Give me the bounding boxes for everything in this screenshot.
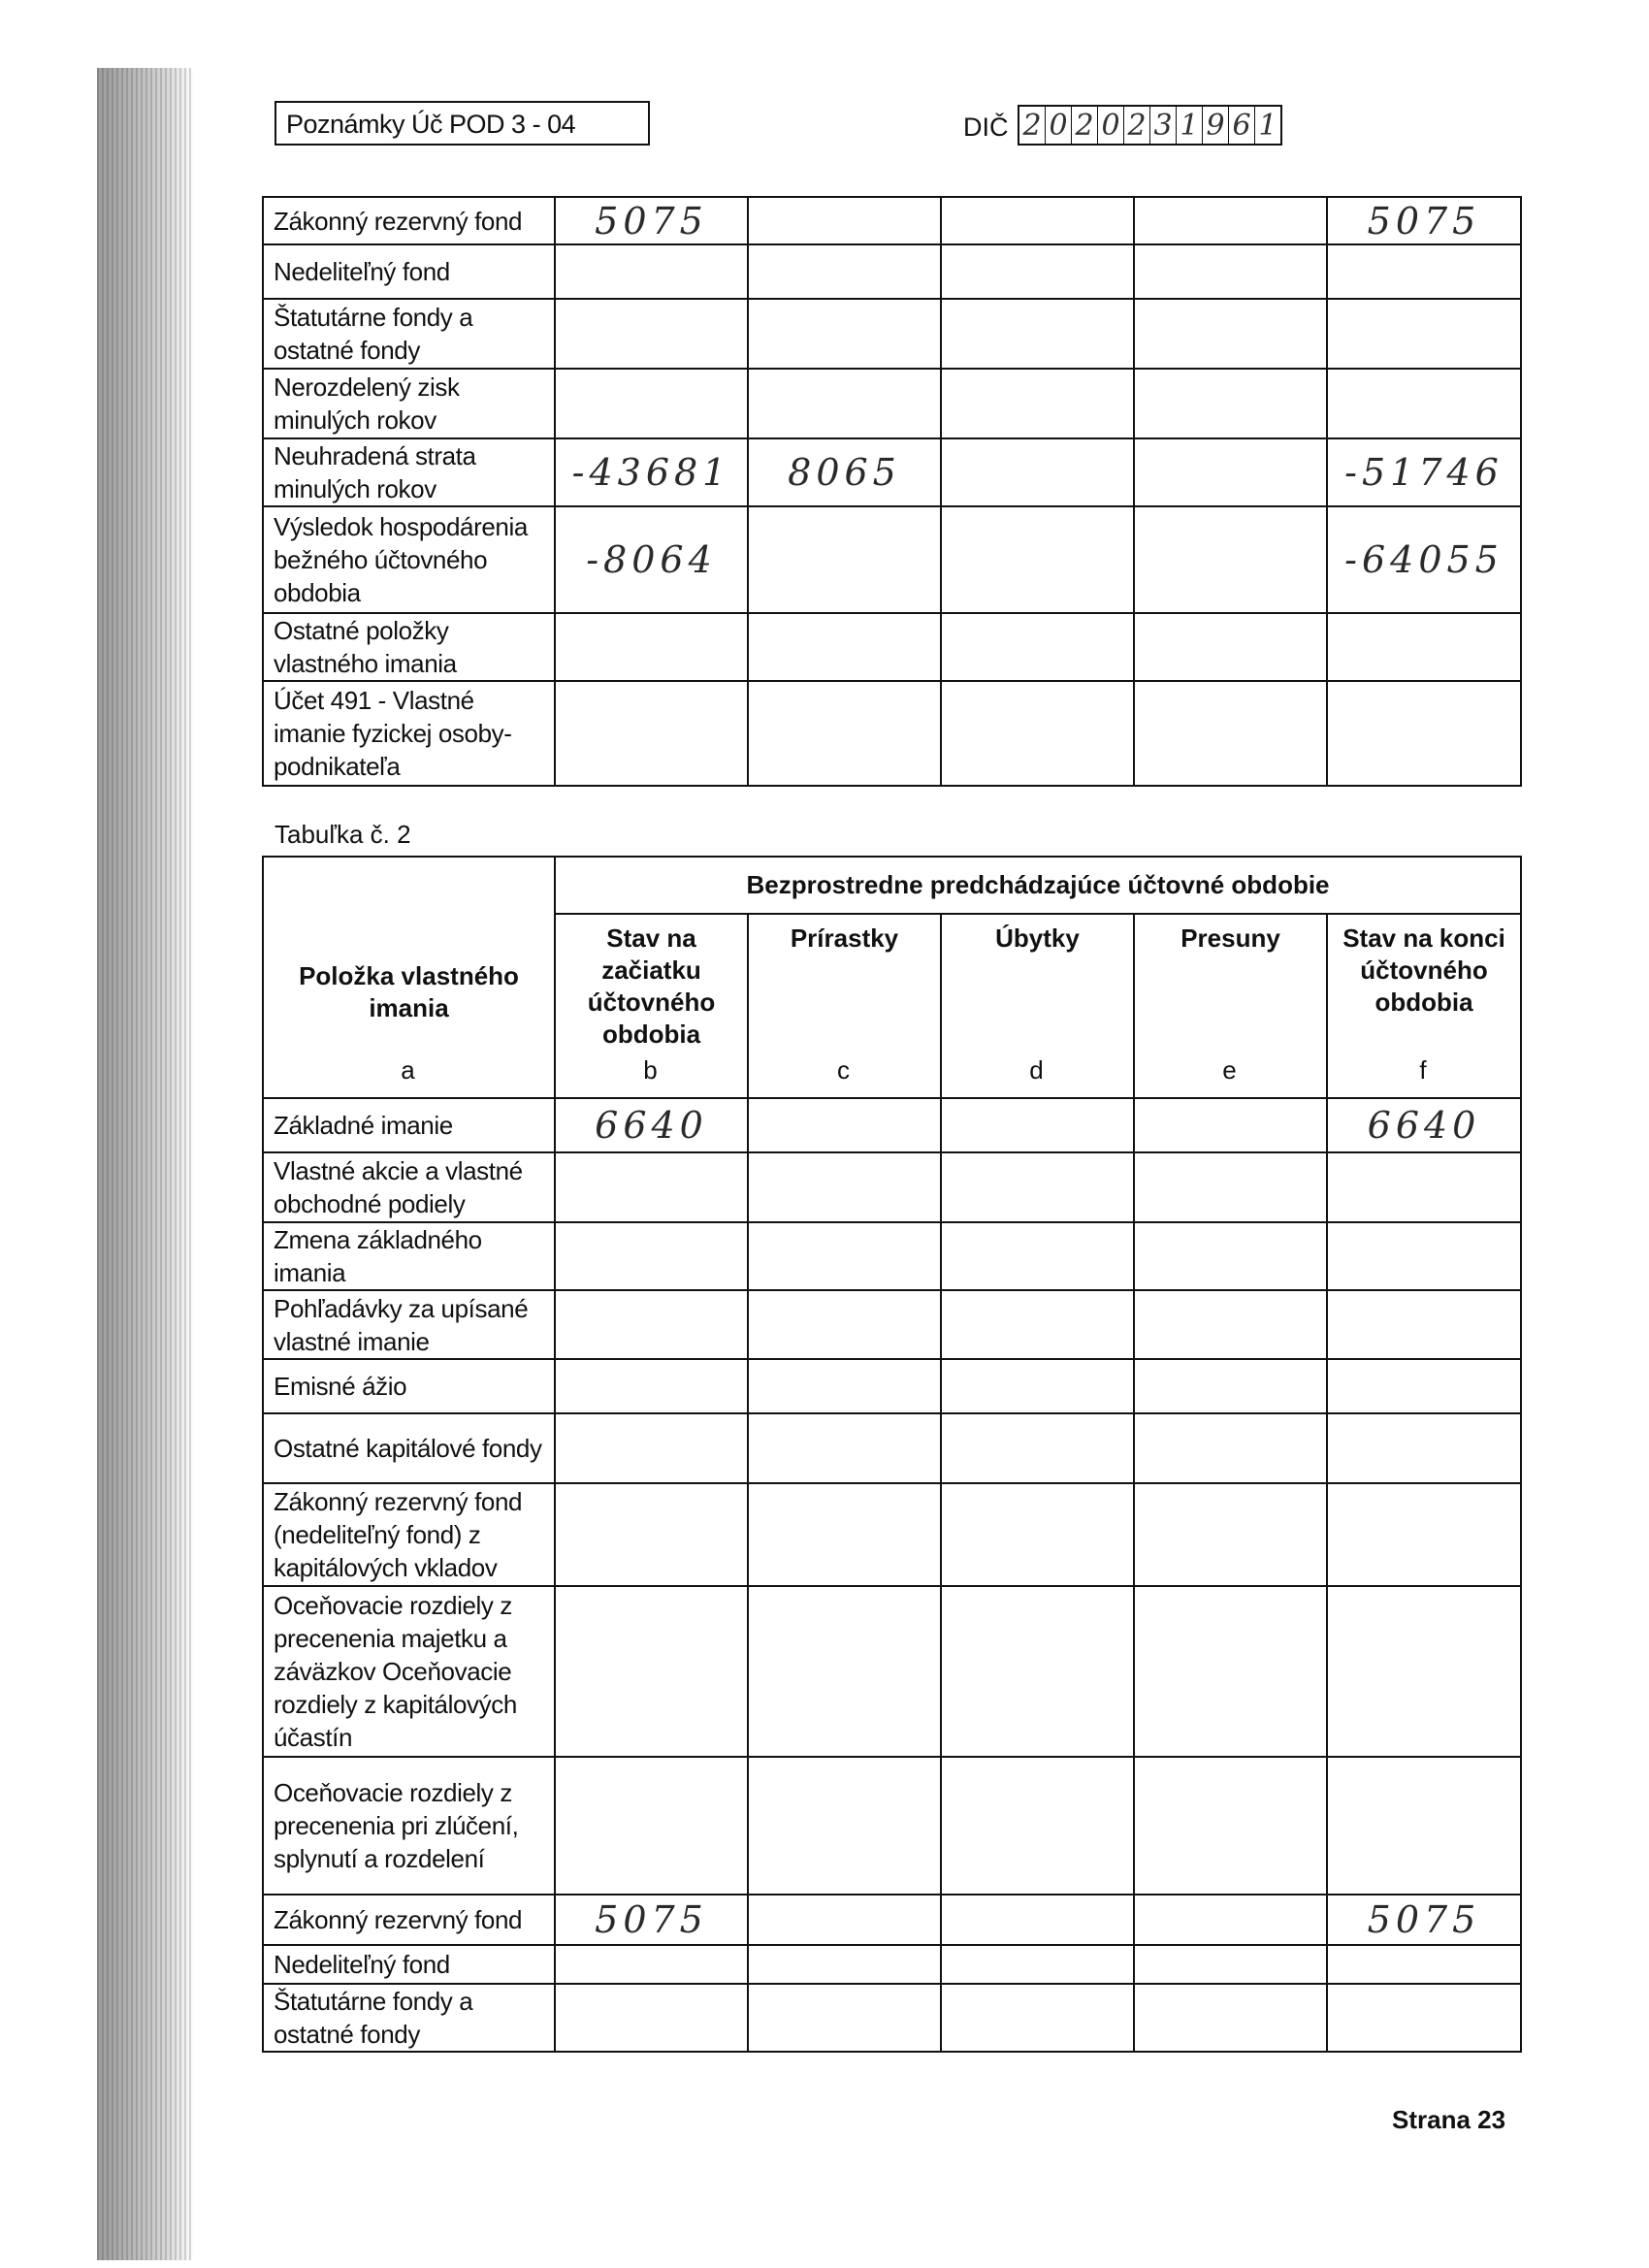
row-label: Základné imanie (263, 1098, 555, 1152)
table-row (263, 369, 1521, 438)
equity-table-2 (262, 856, 1522, 2053)
cell-d (941, 1413, 1134, 1483)
cell-e (1134, 1290, 1327, 1359)
table-row (263, 506, 1521, 613)
cell-f (1327, 1586, 1521, 1757)
cell-e (1134, 1359, 1327, 1413)
header-col-d: Úbytky (941, 914, 1134, 1098)
table-row (263, 1290, 1521, 1359)
cell-f: 5075 (1327, 1895, 1521, 1945)
row-label: Nedeliteľný fond (263, 1945, 555, 1984)
row-label: Štatutárne fondy a ostatné fondy (263, 299, 555, 369)
cell-b (555, 1483, 748, 1586)
cell-e (1134, 1984, 1327, 2052)
dic-digit: 0 (1098, 107, 1124, 144)
cell-b (555, 1984, 748, 2052)
cell-d (941, 369, 1134, 438)
cell-c (748, 1483, 941, 1586)
table-row (263, 1895, 1521, 1945)
cell-d (941, 1586, 1134, 1757)
cell-c (748, 1152, 941, 1222)
cell-c (748, 506, 941, 613)
table-row (263, 681, 1521, 786)
cell-c (748, 1945, 941, 1984)
cell-b (555, 1413, 748, 1483)
cell-e (1134, 197, 1327, 244)
cell-c (748, 1895, 941, 1945)
row-label: Nerozdelený zisk minulých rokov (263, 369, 555, 438)
table-row (263, 299, 1521, 369)
row-label: Neuhradená strata minulých rokov (263, 438, 555, 506)
dic-label: DIČ (963, 113, 1009, 142)
cell-e (1134, 1895, 1327, 1945)
cell-c (748, 1222, 941, 1290)
dic-boxes (1018, 105, 1282, 146)
cell-c (748, 1413, 941, 1483)
table-row (263, 1413, 1521, 1483)
cell-b (555, 299, 748, 369)
cell-f: -64055 (1327, 506, 1521, 613)
cell-c (748, 613, 941, 681)
table-row (263, 1359, 1521, 1413)
cell-f (1327, 1290, 1521, 1359)
header-row-period (263, 857, 1521, 914)
cell-f (1327, 1984, 1521, 2052)
cell-d (941, 1152, 1134, 1222)
row-label: Ostatné kapitálové fondy (263, 1413, 555, 1483)
cell-f (1327, 299, 1521, 369)
cell-e (1134, 1152, 1327, 1222)
cell-e (1134, 681, 1327, 786)
cell-f (1327, 1152, 1521, 1222)
cell-b: 5075 (555, 1895, 748, 1945)
cell-b: 5075 (555, 197, 748, 244)
cell-b (555, 681, 748, 786)
cell-c (748, 1098, 941, 1152)
cell-d (941, 1222, 1134, 1290)
table-row (263, 1098, 1521, 1152)
table-row (263, 1222, 1521, 1290)
cell-b (555, 244, 748, 299)
row-label: Ostatné položky vlastného imania (263, 613, 555, 681)
cell-e (1134, 1757, 1327, 1895)
cell-c (748, 369, 941, 438)
table-row (263, 197, 1521, 244)
cell-e (1134, 299, 1327, 369)
cell-d (941, 1757, 1134, 1895)
header-col-b: Stav na začiatku účtovného obdobia (555, 914, 748, 1098)
row-label: Výsledok hospodárenia bežného účtovného obdobia (263, 506, 555, 613)
row-label: Pohľadávky za upísané vlastné imanie (263, 1290, 555, 1359)
table-row (263, 1152, 1521, 1222)
cell-b (555, 613, 748, 681)
cell-f (1327, 1483, 1521, 1586)
cell-d (941, 506, 1134, 613)
row-label: Štatutárne fondy a ostatné fondy (263, 1984, 555, 2052)
header-col-f: Stav na konci účtovného obdobia (1327, 914, 1521, 1098)
cell-f (1327, 244, 1521, 299)
cell-b (555, 1290, 748, 1359)
cell-f: 5075 (1327, 197, 1521, 244)
cell-b (555, 369, 748, 438)
column-letters (262, 1055, 1520, 1085)
row-label: Zákonný rezervný fond (263, 1895, 555, 1945)
cell-b (555, 1586, 748, 1757)
cell-b (555, 1152, 748, 1222)
cell-c (748, 299, 941, 369)
cell-d (941, 1290, 1134, 1359)
cell-b: -43681 (555, 438, 748, 506)
row-label: Účet 491 - Vlastné imanie fyzickej osoby-podnikateľa (263, 681, 555, 786)
cell-f (1327, 613, 1521, 681)
cell-f: 6640 (1327, 1098, 1521, 1152)
cell-e (1134, 613, 1327, 681)
header-col-c: Prírastky (748, 914, 941, 1098)
cell-e (1134, 1222, 1327, 1290)
cell-c (748, 1586, 941, 1757)
equity-table-continued (262, 196, 1522, 787)
cell-b (555, 1359, 748, 1413)
cell-e (1134, 369, 1327, 438)
dic-digit: 2 (1072, 107, 1098, 144)
cell-d (941, 1359, 1134, 1413)
table-row (263, 438, 1521, 506)
cell-f (1327, 1222, 1521, 1290)
cell-d (941, 197, 1134, 244)
table-row (263, 1483, 1521, 1586)
cell-b (555, 1945, 748, 1984)
cell-e (1134, 1098, 1327, 1152)
cell-c (748, 681, 941, 786)
cell-d (941, 299, 1134, 369)
column-letter-e: e (1222, 1055, 1237, 1085)
column-letter-a: a (401, 1055, 415, 1085)
cell-c (748, 1757, 941, 1895)
page-number: Strana 23 (1392, 2105, 1506, 2134)
dic-digit: 1 (1177, 107, 1203, 144)
cell-d (941, 1984, 1134, 2052)
dic-digit: 0 (1046, 107, 1072, 144)
table-row (263, 1586, 1521, 1757)
table-row (263, 1757, 1521, 1895)
column-letter-f: f (1419, 1055, 1427, 1085)
cell-e (1134, 506, 1327, 613)
cell-b (555, 1222, 748, 1290)
cell-f (1327, 369, 1521, 438)
row-label: Zmena základného imania (263, 1222, 555, 1290)
cell-c (748, 197, 941, 244)
cell-b: -8064 (555, 506, 748, 613)
cell-c (748, 244, 941, 299)
dic-digit: 6 (1229, 107, 1255, 144)
dic-digit: 2 (1124, 107, 1150, 144)
row-label: Zákonný rezervný fond (263, 197, 555, 244)
cell-f: -51746 (1327, 438, 1521, 506)
row-label: Emisné ážio (263, 1359, 555, 1413)
cell-f (1327, 681, 1521, 786)
cell-c (748, 1290, 941, 1359)
column-letter-c: c (837, 1055, 850, 1085)
table-row (263, 1984, 1521, 2052)
cell-f (1327, 1413, 1521, 1483)
row-label: Oceňovacie rozdiely z precenenia pri zlúčení, splynutí a rozdelení (263, 1757, 555, 1895)
header-item-title: Položka vlastného imania (299, 960, 519, 1022)
cell-d (941, 1895, 1134, 1945)
table-row (263, 613, 1521, 681)
cell-d (941, 681, 1134, 786)
row-label: Vlastné akcie a vlastné obchodné podiely (263, 1152, 555, 1222)
header-col-e: Presuny (1134, 914, 1327, 1098)
cell-c (748, 1359, 941, 1413)
cell-c (748, 1984, 941, 2052)
cell-b: 6640 (555, 1098, 748, 1152)
cell-d (941, 1945, 1134, 1984)
cell-b (555, 1757, 748, 1895)
dic-digit: 3 (1150, 107, 1177, 144)
cell-e (1134, 1413, 1327, 1483)
cell-e (1134, 438, 1327, 506)
cell-c: 8065 (748, 438, 941, 506)
cell-d (941, 1483, 1134, 1586)
row-label: Oceňovacie rozdiely z precenenia majetku a záväzkov Oceňovacie rozdiely z kapitálových účastín (263, 1586, 555, 1757)
scan-shadow-edge (97, 68, 194, 2260)
cell-d (941, 244, 1134, 299)
table2-caption: Tabuľka č. 2 (275, 820, 411, 849)
header-period: Bezprostredne predchádzajúce účtovné obdobie (555, 857, 1521, 914)
cell-d (941, 438, 1134, 506)
cell-d (941, 1098, 1134, 1152)
table-row (263, 244, 1521, 299)
dic-digit: 9 (1203, 107, 1229, 144)
row-label: Zákonný rezervný fond (nedeliteľný fond) z kapitálových vkladov (263, 1483, 555, 1586)
cell-e (1134, 244, 1327, 299)
form-title: Poznámky Úč POD 3 - 04 (275, 101, 650, 146)
cell-e (1134, 1945, 1327, 1984)
cell-e (1134, 1586, 1327, 1757)
cell-d (941, 613, 1134, 681)
cell-f (1327, 1945, 1521, 1984)
column-letter-b: b (643, 1055, 658, 1085)
dic-digit: 2 (1019, 107, 1046, 144)
table-row (263, 1945, 1521, 1984)
cell-f (1327, 1757, 1521, 1895)
dic-digit: 1 (1258, 109, 1277, 143)
cell-e (1134, 1483, 1327, 1586)
row-label: Nedeliteľný fond (263, 244, 555, 299)
cell-f (1327, 1359, 1521, 1413)
column-letter-d: d (1029, 1055, 1044, 1085)
